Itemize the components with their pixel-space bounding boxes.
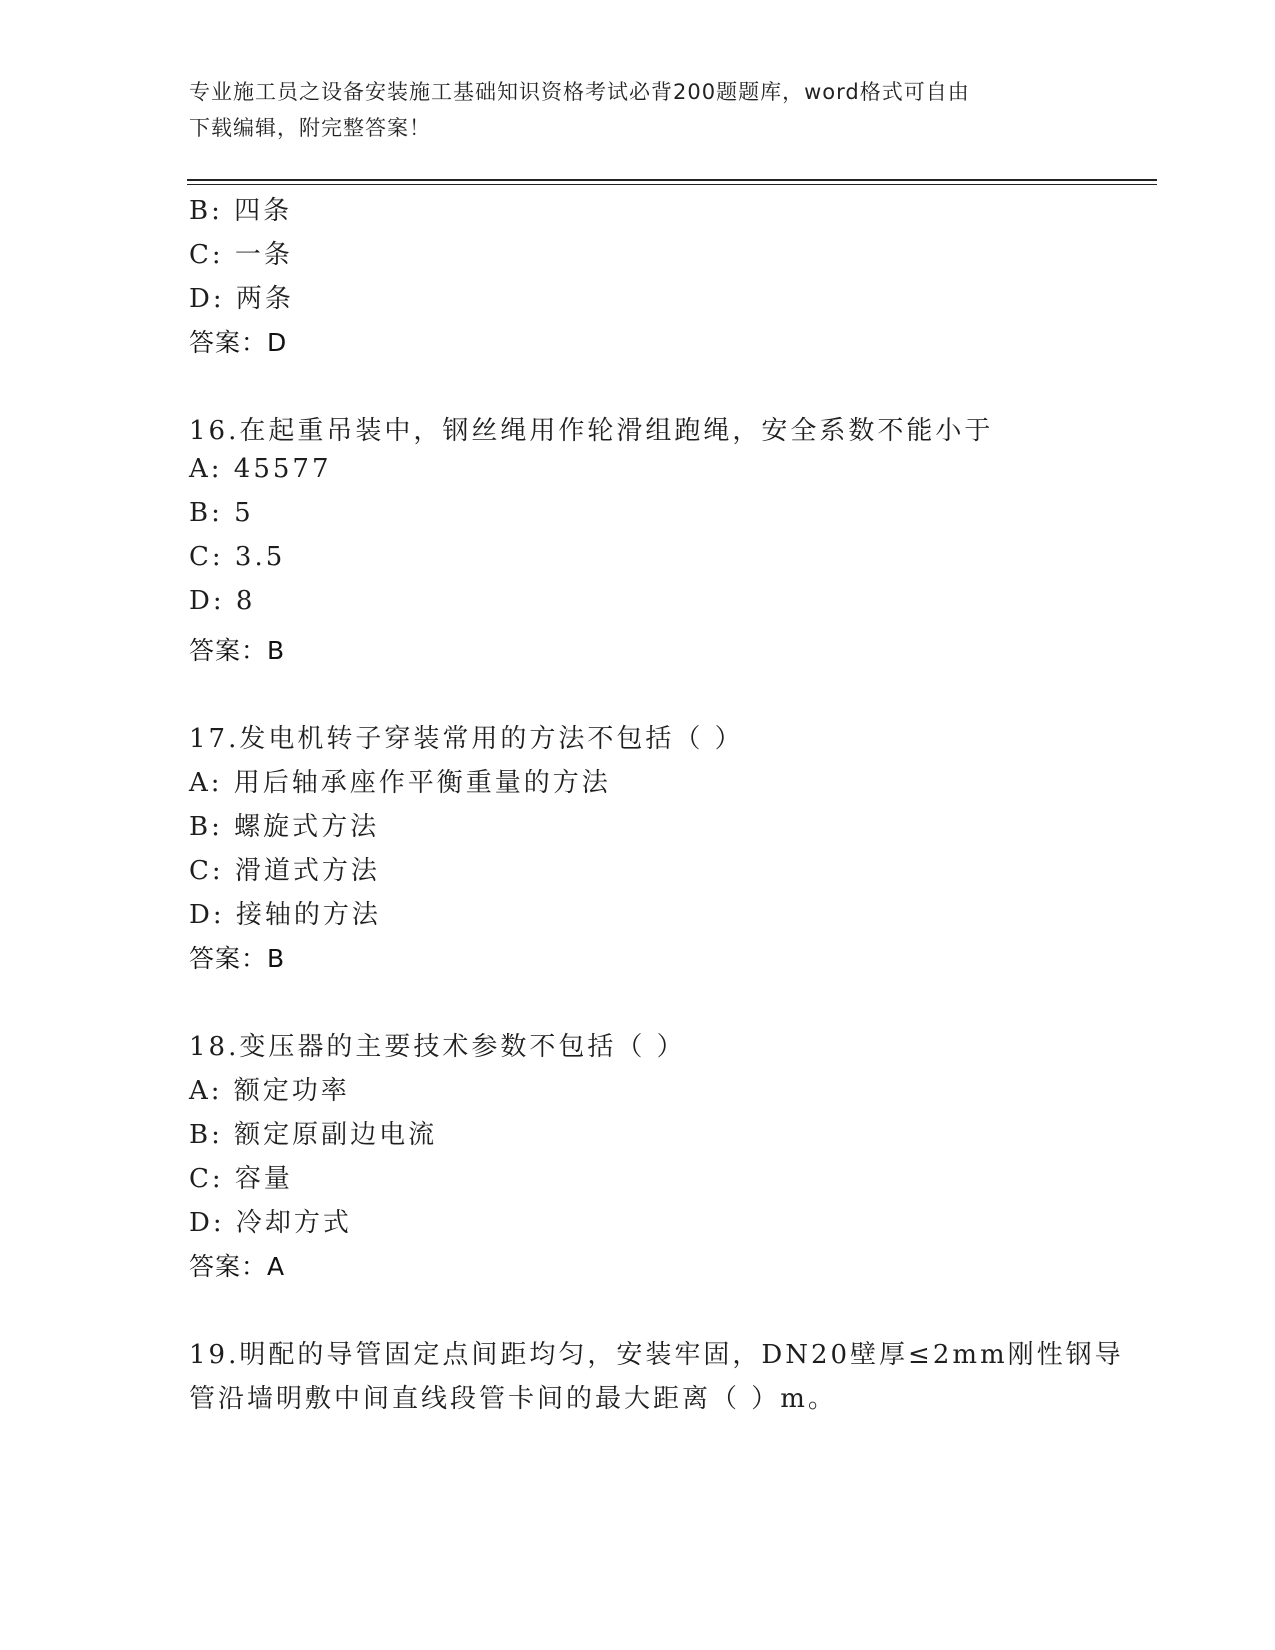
document-header — [189, 74, 1089, 146]
q16-stem: 16.在起重吊装中，钢丝绳用作轮滑组跑绳，安全系数不能小于 — [189, 416, 994, 446]
q15-option-b: B: 四条 — [189, 196, 293, 226]
q18-option-c: C: 容量 — [189, 1164, 293, 1194]
q16-option-a: A: 45577 — [189, 454, 332, 484]
q16-option-b: B: 5 — [189, 498, 254, 528]
q17-option-c: C: 滑道式方法 — [189, 856, 380, 886]
q16-option-c: C: 3.5 — [189, 542, 286, 572]
q19-stem-line-1: 19.明配的导管固定点间距均匀，安装牢固，DN20壁厚≤2mm刚性钢导 — [189, 1340, 1124, 1370]
q17-option-b: B: 螺旋式方法 — [189, 812, 380, 842]
q18-answer: 答案：A — [189, 1252, 286, 1281]
q16-option-d: D: 8 — [189, 586, 256, 616]
header-title-line-1: 专业施工员之设备安装施工基础知识资格考试必背200题题库，word格式可自由 — [189, 80, 970, 104]
q17-option-a: A: 用后轴承座作平衡重量的方法 — [189, 768, 611, 798]
q18-option-d: D: 冷却方式 — [189, 1208, 352, 1238]
q15-answer: 答案：D — [189, 328, 288, 357]
q17-option-d: D: 接轴的方法 — [189, 900, 381, 930]
header-divider-thick — [187, 179, 1157, 181]
q18-option-b: B: 额定原副边电流 — [189, 1120, 438, 1150]
q16-answer: 答案：B — [189, 636, 286, 665]
q17-stem: 17.发电机转子穿装常用的方法不包括（ ） — [189, 724, 744, 754]
q15-option-c: C: 一条 — [189, 240, 293, 270]
q18-option-a: A: 额定功率 — [189, 1076, 350, 1106]
q17-answer: 答案：B — [189, 944, 286, 973]
header-divider-thin — [187, 184, 1157, 185]
header-title-line-2: 下载编辑，附完整答案！ — [189, 116, 431, 140]
q15-option-d: D: 两条 — [189, 284, 294, 314]
q18-stem: 18.变压器的主要技术参数不包括（ ） — [189, 1032, 686, 1062]
q19-stem-line-2: 管沿墙明敷中间直线段管卡间的最大距离（ ）m。 — [189, 1384, 837, 1414]
